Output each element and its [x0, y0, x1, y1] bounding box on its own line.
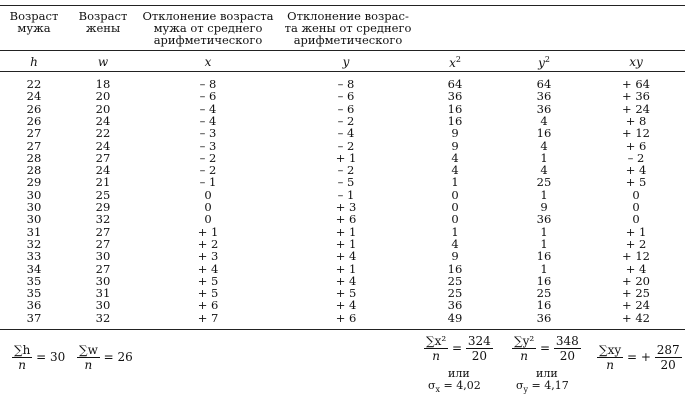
cell-wife-age: 20	[95, 101, 111, 116]
mean-w: $\frac{\sum w}{n}$ = 26	[79, 343, 133, 372]
cell-y-squared: 36	[536, 101, 552, 116]
cell-y-squared: 36	[536, 89, 552, 104]
cell-x-deviation: + 2	[197, 236, 219, 251]
cell-x-deviation: 0	[204, 187, 212, 202]
symbol-x-squared: $x^2$	[449, 55, 461, 70]
cell-x-squared: 16	[447, 261, 463, 276]
cell-x-squared: 1	[451, 175, 459, 190]
cell-y-deviation: + 1	[335, 224, 357, 239]
cell-x-squared: 0	[451, 212, 459, 227]
cell-husband-age: 26	[26, 113, 42, 128]
cell-y-deviation: + 6	[335, 212, 357, 227]
cell-y-squared: 64	[536, 77, 552, 91]
sigma-x: $\sigma_x = 4,02$	[428, 379, 481, 395]
cell-wife-age: 27	[95, 236, 111, 251]
cell-y-squared: 25	[536, 286, 552, 301]
cell-x-deviation: + 3	[197, 249, 219, 264]
header-wife-deviation: Отклонение возрас- та жены от среднего арифметического	[284, 9, 412, 47]
cell-husband-age: 32	[26, 236, 42, 251]
cell-x-squared: 9	[451, 249, 459, 264]
cell-xy-product: + 12	[622, 126, 650, 141]
cell-x-deviation: + 5	[197, 286, 219, 301]
cell-xy-product: + 25	[622, 286, 650, 301]
cell-x-squared: 64	[447, 77, 463, 91]
variance-x: $\frac{\text{∑x²}}{n}$ = $\frac{324}{20}$	[426, 334, 491, 363]
cell-x-deviation: + 7	[197, 310, 219, 325]
cell-x-deviation: – 3	[199, 126, 217, 141]
cell-husband-age: 34	[26, 261, 42, 276]
cell-husband-age: 30	[26, 200, 42, 214]
cell-y-squared: 4	[540, 138, 548, 153]
cell-husband-age: 35	[26, 273, 42, 288]
cell-husband-age: 24	[26, 89, 42, 104]
cell-y-squared: 16	[536, 126, 552, 141]
cell-xy-product: + 4	[625, 163, 647, 178]
symbol-y-squared: $y^2$	[538, 55, 550, 70]
cell-xy-product: + 12	[622, 249, 650, 264]
cell-x-deviation: – 2	[199, 150, 217, 165]
cell-y-deviation: + 1	[335, 150, 357, 165]
cell-husband-age: 35	[26, 286, 42, 301]
cell-husband-age: 28	[26, 150, 42, 165]
mean-h: $\frac{\sum h}{n}$ = 30	[14, 343, 66, 372]
cell-x-deviation: – 4	[199, 101, 217, 116]
symbol-rule	[0, 71, 685, 72]
cell-xy-product: + 6	[625, 138, 647, 153]
cell-xy-product: + 42	[622, 310, 650, 325]
cell-y-squared: 1	[540, 187, 548, 202]
cell-x-deviation: 0	[204, 200, 212, 214]
cell-x-deviation: – 3	[199, 138, 217, 153]
symbol-h: h	[30, 55, 38, 69]
cell-y-squared: 36	[536, 310, 552, 325]
cell-y-squared: 1	[540, 150, 548, 165]
cell-x-squared: 16	[447, 101, 463, 116]
cell-y-deviation: – 2	[337, 113, 355, 128]
cell-x-deviation: + 1	[197, 224, 219, 239]
cell-y-deviation: + 6	[335, 310, 357, 325]
header-wife-age: Возраст жены	[78, 9, 128, 35]
cell-y-deviation: + 4	[335, 298, 357, 313]
cell-y-deviation: – 5	[337, 175, 355, 190]
cell-husband-age: 36	[26, 298, 42, 313]
cell-y-deviation: – 2	[337, 163, 355, 178]
bottom-rule	[0, 329, 685, 330]
cell-y-deviation: + 3	[335, 200, 357, 214]
cell-wife-age: 32	[95, 212, 111, 227]
cell-y-deviation: – 4	[337, 126, 355, 141]
cell-x-squared: 0	[451, 187, 459, 202]
cell-wife-age: 30	[95, 298, 111, 313]
cell-x-squared: 36	[447, 298, 463, 313]
cell-husband-age: 28	[26, 163, 42, 178]
cell-y-squared: 9	[540, 200, 548, 214]
cell-xy-product: + 36	[622, 89, 650, 104]
cell-y-deviation: – 2	[337, 138, 355, 153]
cell-husband-age: 37	[26, 310, 42, 325]
cell-y-deviation: + 4	[335, 273, 357, 288]
cell-xy-product: 0	[632, 187, 640, 202]
cell-x-deviation: + 6	[197, 298, 219, 313]
variance-y: $\frac{\text{∑y²}}{n}$ = $\frac{348}{20}$	[514, 334, 579, 363]
top-rule	[0, 5, 685, 6]
cell-xy-product: + 24	[622, 298, 650, 313]
cell-wife-age: 21	[95, 175, 111, 190]
cell-wife-age: 20	[95, 89, 111, 104]
cell-y-deviation: – 1	[337, 187, 355, 202]
cell-wife-age: 22	[95, 126, 111, 141]
cell-husband-age: 22	[26, 77, 42, 91]
cell-y-squared: 16	[536, 273, 552, 288]
cell-x-squared: 9	[451, 138, 459, 153]
cell-wife-age: 27	[95, 224, 111, 239]
header-husband-deviation: Отклонение возраста мужа от среднего арифметического	[142, 9, 274, 47]
cell-x-squared: 1	[451, 224, 459, 239]
or-label-y: или	[536, 367, 558, 380]
or-label-x: или	[448, 367, 470, 380]
cell-x-deviation: – 4	[199, 113, 217, 128]
cell-y-deviation: + 1	[335, 261, 357, 276]
symbol-xy: xy	[629, 55, 643, 69]
cell-wife-age: 27	[95, 150, 111, 165]
symbol-x: x	[204, 55, 212, 69]
cell-wife-age: 25	[95, 187, 111, 202]
cell-xy-product: + 2	[625, 236, 647, 251]
covariance-xy: $\frac{\sum xy}{n}$ = + $\frac{287}{20}$	[599, 343, 680, 372]
cell-wife-age: 30	[95, 249, 111, 264]
cell-y-deviation: – 8	[337, 77, 355, 91]
cell-wife-age: 18	[95, 77, 111, 91]
cell-x-squared: 4	[451, 163, 459, 178]
cell-x-deviation: – 1	[199, 175, 217, 190]
cell-x-deviation: – 6	[199, 89, 217, 104]
cell-xy-product: + 1	[625, 224, 647, 239]
cell-y-squared: 36	[536, 212, 552, 227]
cell-xy-product: 0	[632, 212, 640, 227]
cell-y-deviation: + 1	[335, 236, 357, 251]
cell-xy-product: 0	[632, 200, 640, 214]
cell-x-deviation: – 8	[199, 77, 217, 91]
cell-x-squared: 36	[447, 89, 463, 104]
symbol-y: y	[342, 55, 350, 69]
cell-y-squared: 1	[540, 261, 548, 276]
cell-wife-age: 24	[95, 138, 111, 153]
cell-wife-age: 27	[95, 261, 111, 276]
cell-wife-age: 24	[95, 113, 111, 128]
cell-x-squared: 49	[447, 310, 463, 325]
cell-husband-age: 30	[26, 187, 42, 202]
cell-x-squared: 0	[451, 200, 459, 214]
cell-y-squared: 16	[536, 298, 552, 313]
cell-wife-age: 24	[95, 163, 111, 178]
cell-x-squared: 25	[447, 273, 463, 288]
cell-y-squared: 4	[540, 113, 548, 128]
cell-xy-product: + 20	[622, 273, 650, 288]
cell-x-squared: 4	[451, 150, 459, 165]
cell-x-squared: 4	[451, 236, 459, 251]
cell-wife-age: 29	[95, 200, 111, 214]
cell-husband-age: 31	[26, 224, 42, 239]
cell-x-deviation: 0	[204, 212, 212, 227]
cell-y-deviation: – 6	[337, 89, 355, 104]
cell-husband-age: 29	[26, 175, 42, 190]
cell-husband-age: 33	[26, 249, 42, 264]
cell-x-deviation: + 4	[197, 261, 219, 276]
cell-xy-product: + 8	[625, 113, 647, 128]
cell-x-squared: 9	[451, 126, 459, 141]
cell-y-deviation: – 6	[337, 101, 355, 116]
cell-x-deviation: – 2	[199, 163, 217, 178]
cell-x-squared: 25	[447, 286, 463, 301]
cell-y-deviation: + 4	[335, 249, 357, 264]
cell-wife-age: 31	[95, 286, 111, 301]
cell-y-squared: 1	[540, 224, 548, 239]
cell-husband-age: 27	[26, 138, 42, 153]
cell-wife-age: 30	[95, 273, 111, 288]
cell-y-squared: 16	[536, 249, 552, 264]
cell-husband-age: 26	[26, 101, 42, 116]
cell-wife-age: 32	[95, 310, 111, 325]
cell-xy-product: + 5	[625, 175, 647, 190]
cell-xy-product: + 64	[622, 77, 650, 91]
header-rule	[0, 50, 685, 51]
cell-y-squared: 25	[536, 175, 552, 190]
cell-y-squared: 4	[540, 163, 548, 178]
cell-husband-age: 30	[26, 212, 42, 227]
cell-x-squared: 16	[447, 113, 463, 128]
sigma-y: $\sigma_y = 4,17$	[516, 379, 569, 395]
cell-y-deviation: + 5	[335, 286, 357, 301]
header-husband-age: Возраст мужа	[9, 9, 59, 35]
cell-xy-product: + 24	[622, 101, 650, 116]
symbol-w: w	[97, 55, 109, 69]
cell-xy-product: + 4	[625, 261, 647, 276]
cell-husband-age: 27	[26, 126, 42, 141]
cell-y-squared: 1	[540, 236, 548, 251]
cell-x-deviation: + 5	[197, 273, 219, 288]
cell-xy-product: – 2	[627, 150, 645, 165]
